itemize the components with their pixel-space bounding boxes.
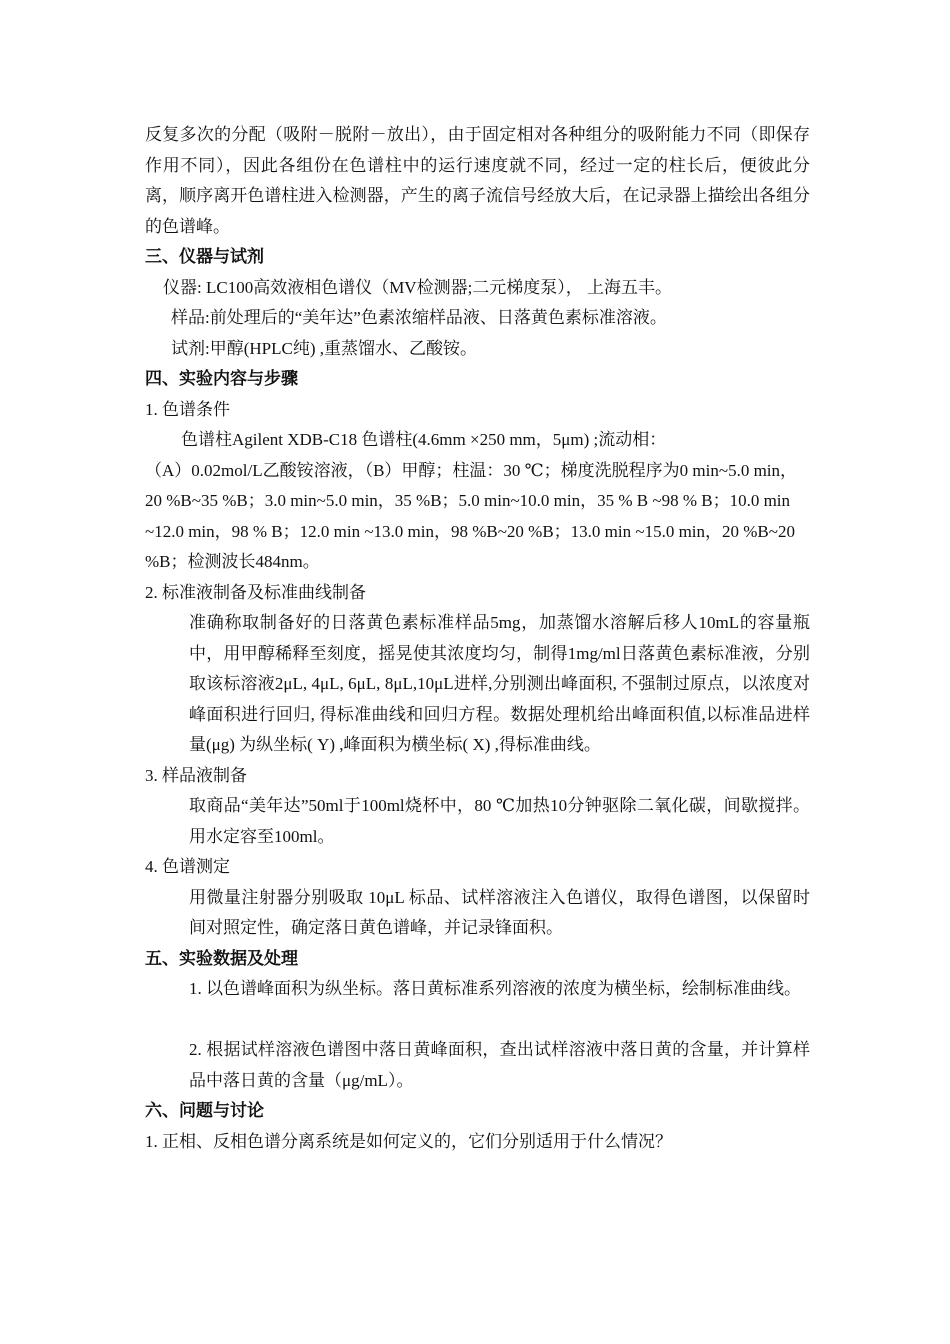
step-3-paragraph: 取商品“美年达”50ml于100ml烧杯中，80 ℃加热10分钟驱除二氧化碳，间歇搅拌。用水定容至100ml。 (189, 796, 810, 846)
intro-paragraph: 反复多次的分配（吸附－脱附－放出），由于固定相对各种组分的吸附能力不同（即保存作用不同），因此各组份在色谱柱中的运行速度就不同，经过一定的柱长后，便彼此分离，顺序离开色谱柱进入检测器，产生的离子流信号经放大后，在记录器上描绘出各组分的色谱峰。 (145, 125, 810, 236)
question-1: 1. 正相、反相色谱分离系统是如何定义的，它们分别适用于什么情况？ (145, 1131, 672, 1151)
gradient-program: 20 %B~35 %B；3.0 min~5.0 min，35 %B；5.0 min~10.0 min，35 % B ~98 % B；10.0 min ~12.0 min，98 % B；12.0 min ~13.0 min，98 %B~20 %B；13.0 min ~15.0 min，20 %B~20 %B；检测波长484nm。 (145, 491, 795, 571)
reagent-line: 试剂:甲醇(HPLC纯) ,重蒸馏水、乙酸铵。 (171, 338, 477, 358)
data-item-2: 2. 根据试样溶液色谱图中落日黄峰面积，查出试样溶液中落日黄的含量，并计算样品中落日黄的含量（μg/mL）。 (189, 1040, 810, 1090)
step-3-title: 3. 样品液制备 (145, 765, 247, 785)
step-1-title: 1. 色谱条件 (145, 399, 230, 419)
data-item-1: 1. 以色谱峰面积为纵坐标。落日黄标准系列溶液的浓度为横坐标，绘制标准曲线。 (189, 979, 801, 998)
section-6-heading: 六、问题与讨论 (145, 1101, 264, 1120)
step-4-paragraph: 用微量注射器分别吸取 10μL 标品、试样溶液注入色谱仪，取得色谱图，以保留时间对照定性，确定落日黄色谱峰，并记录锋面积。 (189, 887, 810, 937)
column-line: 色谱柱Agilent XDB-C18 色谱柱(4.6mm ×250 mm，5μm) ;流动相： (181, 430, 667, 449)
sample-line: 样品:前处理后的“美年达”色素浓缩样品液、日落黄色素标准溶液。 (171, 308, 667, 327)
step-2-title: 2. 标准液制备及标准曲线制备 (145, 582, 366, 602)
section-3-heading: 三、仪器与试剂 (145, 247, 264, 266)
section-4-heading: 四、实验内容与步骤 (145, 369, 298, 388)
section-5-heading: 五、实验数据及处理 (145, 948, 298, 968)
instrument-line: 仪器: LC100高效液相色谱仪（MV检测器;二元梯度泵）， 上海五丰。 (163, 277, 673, 297)
step-2-paragraph: 准确称取制备好的日落黄色素标准样品5mg，加蒸馏水溶解后移人10mL的容量瓶中，用甲醇稀释至刻度，摇晃使其浓度均匀，制得1mg/ml日落黄色素标准液，分别取该标溶液2μL, 4μL, 6μL, 8μL,10μL进样,分别测出峰面积, 不强制过原点，以浓度对峰面积进行回归, 得标准曲线和回归方程。数据处理机给出峰面积值,以标准品进样量(μg) 为纵坐标( Y) ,峰面积为横坐标( X) ,得标准曲线。 (189, 613, 810, 754)
document-body (145, 120, 810, 1157)
mobile-phase-line: （A）0.02mol/L乙酸铵溶液，（B）甲醇；柱温：30 ℃；梯度洗脱程序为0 min~5.0 min， (145, 460, 798, 480)
blank-line (145, 1005, 810, 1036)
step-4-title: 4. 色谱测定 (145, 857, 230, 876)
